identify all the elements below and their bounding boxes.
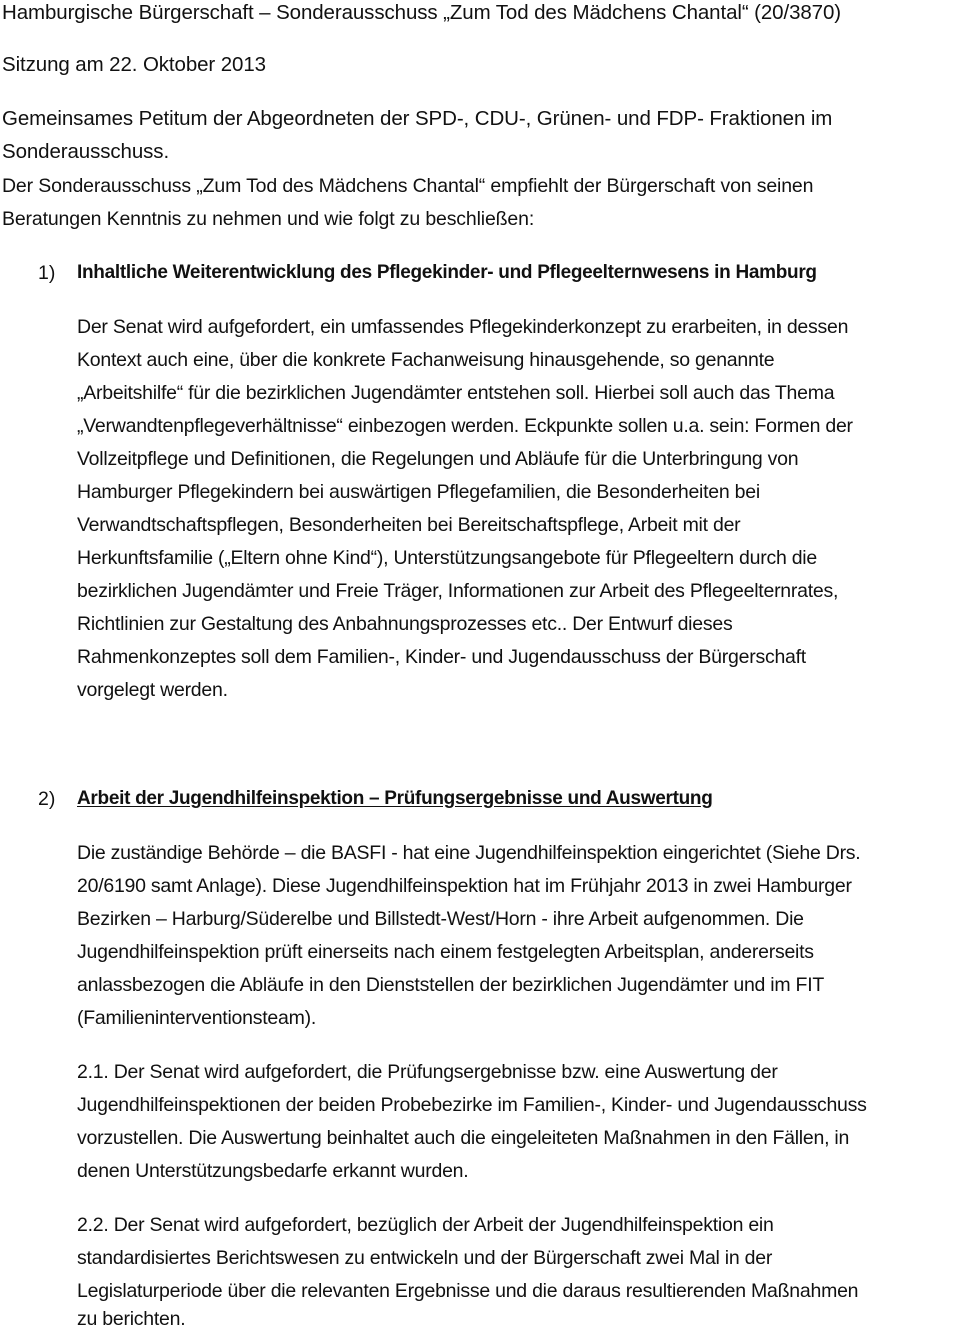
subsection-2-1-line: denen Unterstützungsbedarfe erkannt wurden. xyxy=(77,1160,469,1182)
section-2-line: anlassbezogen die Abläufe in den Dienststellen der bezirklichen Jugendämter und im FIT xyxy=(77,974,825,996)
section-1-line: bezirklichen Jugendämter und Freie Träger, Informationen zur Arbeit des Pflegeelternrates, xyxy=(77,580,839,602)
section-1-line: Hamburger Pflegekindern bei auswärtigen Pflegefamilien, die Besonderheiten bei xyxy=(77,481,760,503)
section-2-line: Die zuständige Behörde – die BASFI - hat eine Jugendhilfeinspektion eingerichtet (Siehe Drs. xyxy=(77,842,861,864)
subsection-2-1-line: vorzustellen. Die Auswertung beinhaltet auch die eingeleiteten Maßnahmen in den Fällen, in xyxy=(77,1127,850,1149)
section-2-title: Arbeit der Jugendhilfeinspektion – Prüfungsergebnisse und Auswertung xyxy=(77,788,713,809)
subsection-2-2-line: standardisiertes Berichtswesen zu entwickeln und der Bürgerschaft zwei Mal in der xyxy=(77,1247,773,1269)
subsection-2-2-line: 2.2. Der Senat wird aufgefordert, bezüglich der Arbeit der Jugendhilfeinspektion ein xyxy=(77,1214,774,1236)
document-title: Hamburgische Bürgerschaft – Sonderausschuss „Zum Tod des Mädchens Chantal“ (20/3870) xyxy=(2,1,841,24)
subsection-2-1-line: Jugendhilfeinspektionen der beiden Probebezirke im Familien-, Kinder- und Jugendausschuss xyxy=(77,1094,867,1116)
intro-line: Der Sonderausschuss „Zum Tod des Mädchens Chantal“ empfiehlt der Bürgerschaft von seinen xyxy=(2,175,814,197)
section-1-line: „Arbeitshilfe“ für die bezirklichen Jugendämter entstehen soll. Hierbei soll auch das Thema xyxy=(77,382,835,404)
section-1-line: Kontext auch eine, über die konkrete Fachanweisung hinausgehende, so genannte xyxy=(77,349,775,371)
subsection-2-2-line: zu berichten. xyxy=(77,1308,186,1330)
session-date: Sitzung am 22. Oktober 2013 xyxy=(2,53,266,76)
section-2-line: Jugendhilfeinspektion prüft einerseits nach einem festgelegten Arbeitsplan, andererseits xyxy=(77,941,814,963)
intro-line: Beratungen Kenntnis zu nehmen und wie folgt zu beschließen: xyxy=(2,208,535,230)
section-1-line: vorgelegt werden. xyxy=(77,679,228,701)
section-1-line: Vollzeitpflege und Definitionen, die Regelungen und Abläufe für die Unterbringung von xyxy=(77,448,799,470)
section-1-line: Der Senat wird aufgefordert, ein umfassendes Pflegekinderkonzept zu erarbeiten, in dessen xyxy=(77,316,849,338)
section-1-line: Rahmenkonzeptes soll dem Familien-, Kinder- und Jugendausschuss der Bürgerschaft xyxy=(77,646,806,668)
section-2-line: Bezirken – Harburg/Süderelbe und Billstedt-West/Horn - ihre Arbeit aufgenommen. Die xyxy=(77,908,804,930)
petition-line-2: Sonderausschuss. xyxy=(2,140,170,163)
section-2-line: 20/6190 samt Anlage). Diese Jugendhilfeinspektion hat im Frühjahr 2013 in zwei Hamburger xyxy=(77,875,852,897)
subsection-2-2-line: Legislaturperiode über die relevanten Ergebnisse und die daraus resultierenden Maßnahmen xyxy=(77,1280,859,1302)
section-1-title: Inhaltliche Weiterentwicklung des Pflegekinder- und Pflegeelternwesens in Hamburg xyxy=(77,262,817,283)
subsection-2-1-line: 2.1. Der Senat wird aufgefordert, die Prüfungsergebnisse bzw. eine Auswertung der xyxy=(77,1061,778,1083)
section-1-line: Herkunftsfamilie („Eltern ohne Kind“), Unterstützungsangebote für Pflegeeltern durch die xyxy=(77,547,817,569)
section-1-line: Verwandtschaftspflegen, Besonderheiten bei Bereitschaftspflege, Arbeit mit der xyxy=(77,514,741,536)
petition-line-1: Gemeinsames Petitum der Abgeordneten der SPD-, CDU-, Grünen- und FDP- Fraktionen im xyxy=(2,107,833,130)
section-1-line: „Verwandtenpflegeverhältnisse“ einbezogen werden. Eckpunkte sollen u.a. sein: Formen der xyxy=(77,415,853,437)
section-1-line: Richtlinien zur Gestaltung des Anbahnungsprozesses etc.. Der Entwurf dieses xyxy=(77,613,733,635)
section-2-line: (Familieninterventionsteam). xyxy=(77,1007,317,1029)
section-1-number: 1) xyxy=(38,262,56,284)
section-2-number: 2) xyxy=(38,788,56,810)
